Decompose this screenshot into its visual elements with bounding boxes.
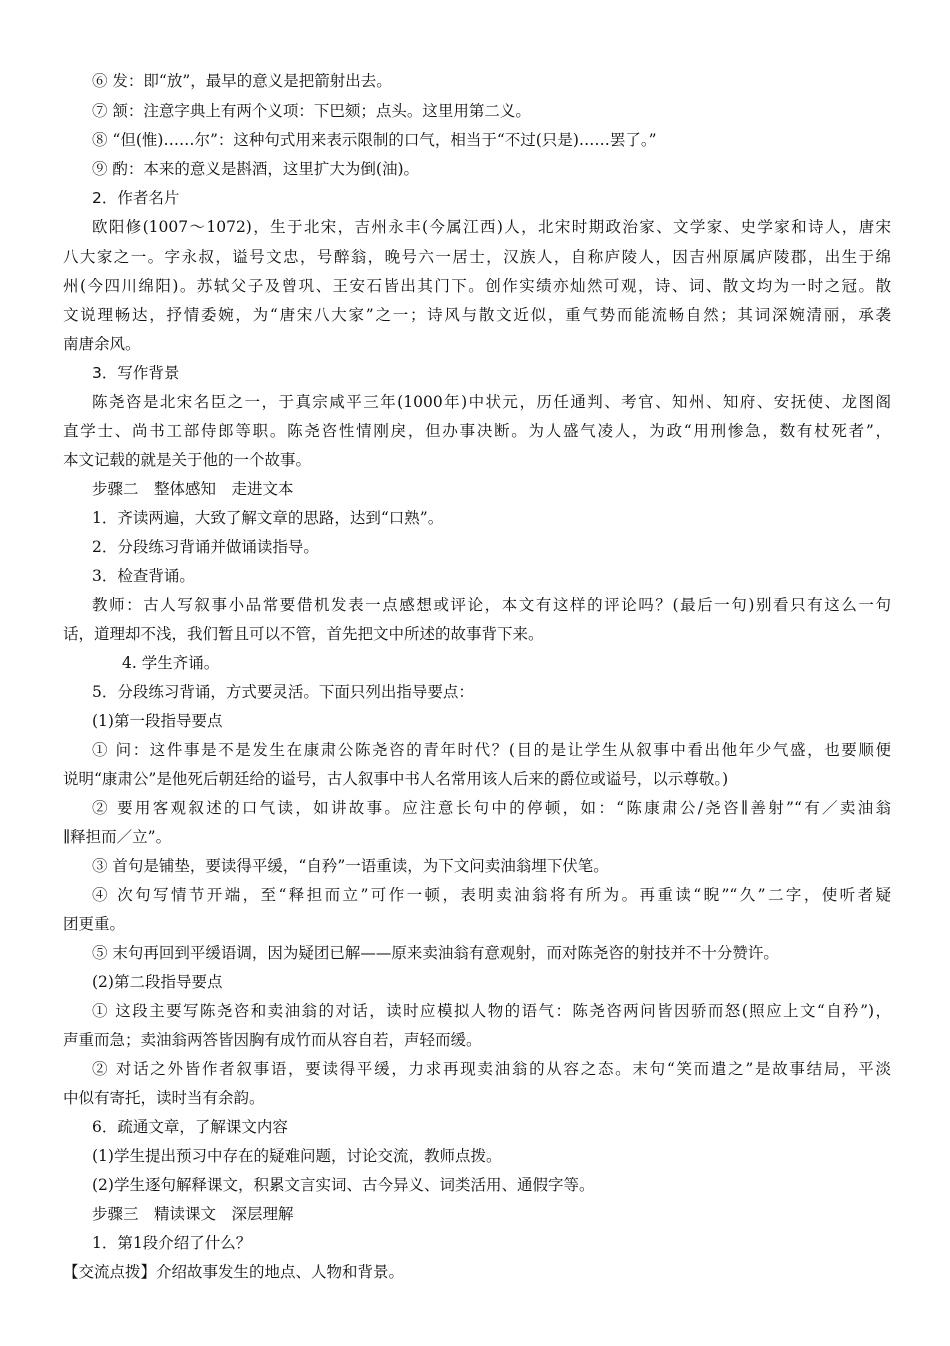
step-item: 1．齐读两遍，大致了解文章的思路，达到“口熟”。	[92, 509, 444, 527]
guidance-line: ∥释担而／立”。	[63, 828, 172, 846]
background-paragraph-line: 直学士、尚书工部侍郎等职。陈尧咨性情刚戾，但办事决断。为人盛气凌人，为政“用刑惨急，数有杖死者”，	[63, 422, 891, 440]
heading-author-card: 2．作者名片	[92, 189, 180, 207]
step-item: 4. 学生齐诵。	[122, 654, 220, 672]
step-item: 2．分段练习背诵并做诵读指导。	[92, 538, 319, 556]
heading-step-two: 步骤二 整体感知 走进文本	[92, 480, 294, 498]
guidance-line: 中似有寄托，读时当有余韵。	[63, 1089, 265, 1107]
author-paragraph-line: 文说理畅达，抒情委婉，为“唐宋八大家”之一；诗风与散文近似，重气势而能流畅自然；其词深婉清丽，承袭	[63, 306, 891, 324]
guidance-line: ① 这段主要写陈尧咨和卖油翁的对话，读时应模拟人物的语气：陈尧咨两问皆因骄而怒(照应上文“自矜”)，	[92, 1002, 891, 1020]
subheading-paragraph-one: (1)第一段指导要点	[92, 712, 223, 730]
step-item: 5．分段练习背诵，方式要灵活。下面只列出指导要点：	[92, 683, 474, 701]
heading-step-three: 步骤三 精读课文 深层理解	[92, 1205, 294, 1223]
step-item: 6．疏通文章，了解课文内容	[92, 1118, 288, 1136]
note-6: ⑥ 发：即“放”，最早的意义是把箭射出去。	[92, 72, 392, 90]
guidance-line: 声重而急；卖油翁两答皆因胸有成竹而从容自若，声轻而缓。	[63, 1031, 482, 1049]
author-paragraph-line: 南唐余风。	[63, 335, 141, 353]
guidance-line: 团更重。	[63, 915, 126, 933]
guidance-line: ⑤ 末句再回到平缓语调，因为疑团已解——原来卖油翁有意观射，而对陈尧咨的射技并不十分赞许。	[92, 944, 779, 962]
guidance-line: ② 对话之外皆作者叙事语，要读得平缓，力求再现卖油翁的从容之态。末句“笑而遣之”是故事结局，平淡	[92, 1060, 891, 1078]
guidance-line: ④ 次句写情节开端，至“释担而立”可作一顿，表明卖油翁将有所为。再重读“睨”“久”二字，使听者疑	[92, 886, 891, 904]
step-item: 3．检查背诵。	[92, 567, 195, 585]
teacher-paragraph-line: 教师：古人写叙事小品常要借机发表一点感想或评论，本文有这样的评论吗？(最后一句)别看只有这么一句	[92, 596, 891, 614]
teacher-paragraph-line: 话，道理却不浅，我们暂且可以不管，首先把文中所述的故事背下来。	[63, 625, 544, 643]
guidance-line: ② 要用客观叙述的口气读，如讲故事。应注意长句中的停顿，如：“陈康肃公/尧咨∥善射”“有／卖油翁	[92, 799, 891, 817]
author-paragraph-line: 八大家之一。字永叔，谥号文忠，号醉翁，晚号六一居士，汉族人，自称庐陵人，因吉州原属庐陵郡，出生于绵	[63, 248, 891, 266]
step-item: (1)学生提出预习中存在的疑难问题，讨论交流，教师点拨。	[92, 1147, 502, 1165]
subheading-paragraph-two: (2)第二段指导要点	[92, 973, 223, 991]
note-7: ⑦ 颔：注意字典上有两个义项：下巴颏；点头。这里用第二义。	[92, 102, 531, 120]
heading-background: 3．写作背景	[92, 364, 180, 382]
author-paragraph-line: 欧阳修(1007～1072)，生于北宋，吉州永丰(今属江西)人，北宋时期政治家、文学家、史学家和诗人，唐宋	[92, 218, 891, 236]
question-item: 1．第1段介绍了什么？	[92, 1234, 252, 1252]
note-9: ⑨ 酌：本来的意义是斟酒，这里扩大为倒(油)。	[92, 160, 420, 178]
step-item: (2)学生逐句解释课文，积累文言实词、古今异义、词类活用、通假字等。	[92, 1176, 595, 1194]
background-paragraph-line: 本文记载的就是关于他的一个故事。	[63, 451, 312, 469]
answer-hint: 【交流点拨】介绍故事发生的地点、人物和背景。	[63, 1263, 405, 1281]
note-8: ⑧ “但(惟)……尔”：这种句式用来表示限制的口气，相当于“不过(只是)……罢了。”	[92, 131, 657, 149]
guidance-line: ③ 首句是铺垫，要读得平缓，“自矜”一语重读，为下文问卖油翁埋下伏笔。	[92, 857, 609, 875]
guidance-line: 说明“康肃公”是他死后朝廷给的谥号，古人叙事中书人名常用该人后来的爵位或谥号，以示尊敬。)	[63, 770, 729, 788]
background-paragraph-line: 陈尧咨是北宋名臣之一，于真宗咸平三年(1000年)中状元，历任通判、考官、知州、知府、安抚使、龙图阁	[92, 393, 891, 411]
author-paragraph-line: 州(今四川绵阳)。苏轼父子及曾巩、王安石皆出其门下。创作实绩亦灿然可观，诗、词、散文均为一时之冠。散	[63, 277, 891, 295]
guidance-line: ① 问：这件事是不是发生在康肃公陈尧咨的青年时代？(目的是让学生从叙事中看出他年少气盛，也要顺便	[92, 741, 891, 759]
